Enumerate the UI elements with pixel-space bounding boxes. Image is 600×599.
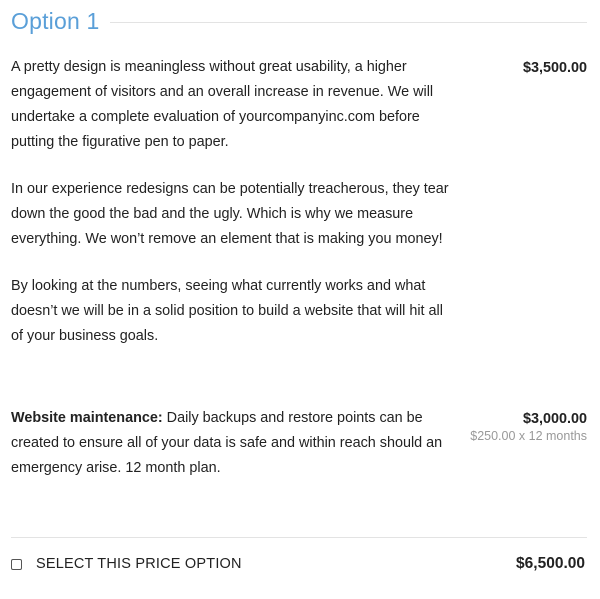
design-paragraph-3: By looking at the numbers, seeing what currently works and what doesn’t we will be in a solid position to build a website that will hit all of your business goals. [11, 278, 443, 344]
select-price-option-row[interactable] [11, 551, 587, 577]
maintenance-text: Daily backups and restore points can be created to ensure all of your data is safe and within reach should an emergency arise. 12 month plan. [11, 410, 443, 476]
footer-divider [11, 537, 587, 538]
maintenance-label: Website maintenance: [11, 410, 163, 426]
select-option-label[interactable]: SELECT THIS PRICE OPTION [36, 556, 242, 572]
option-title: Option 1 [11, 7, 100, 34]
total-price: $6,500.00 [516, 555, 585, 572]
select-option-checkbox[interactable] [11, 559, 22, 570]
maintenance-description [11, 406, 446, 481]
design-price: $3,500.00 [522, 60, 587, 76]
maintenance-price-detail: $250.00 x 12 months [470, 429, 587, 443]
option-header [11, 6, 587, 36]
design-paragraph-2: In our experience redesigns can be potentially treacherous, they tear down the good the bad and the ugly. Which is why we measure everything. We won’t remove an element that is making you money! [11, 181, 449, 247]
design-paragraph-1: A pretty design is meaningless without great usability, a higher engagement of visitors and an overall increase in revenue. We will undertake a complete evaluation of yourcompanyinc.com before putting the figurative pen to paper. [11, 59, 434, 150]
maintenance-price: $3,000.00 [522, 411, 587, 427]
design-description [11, 55, 451, 349]
title-divider [110, 22, 587, 23]
